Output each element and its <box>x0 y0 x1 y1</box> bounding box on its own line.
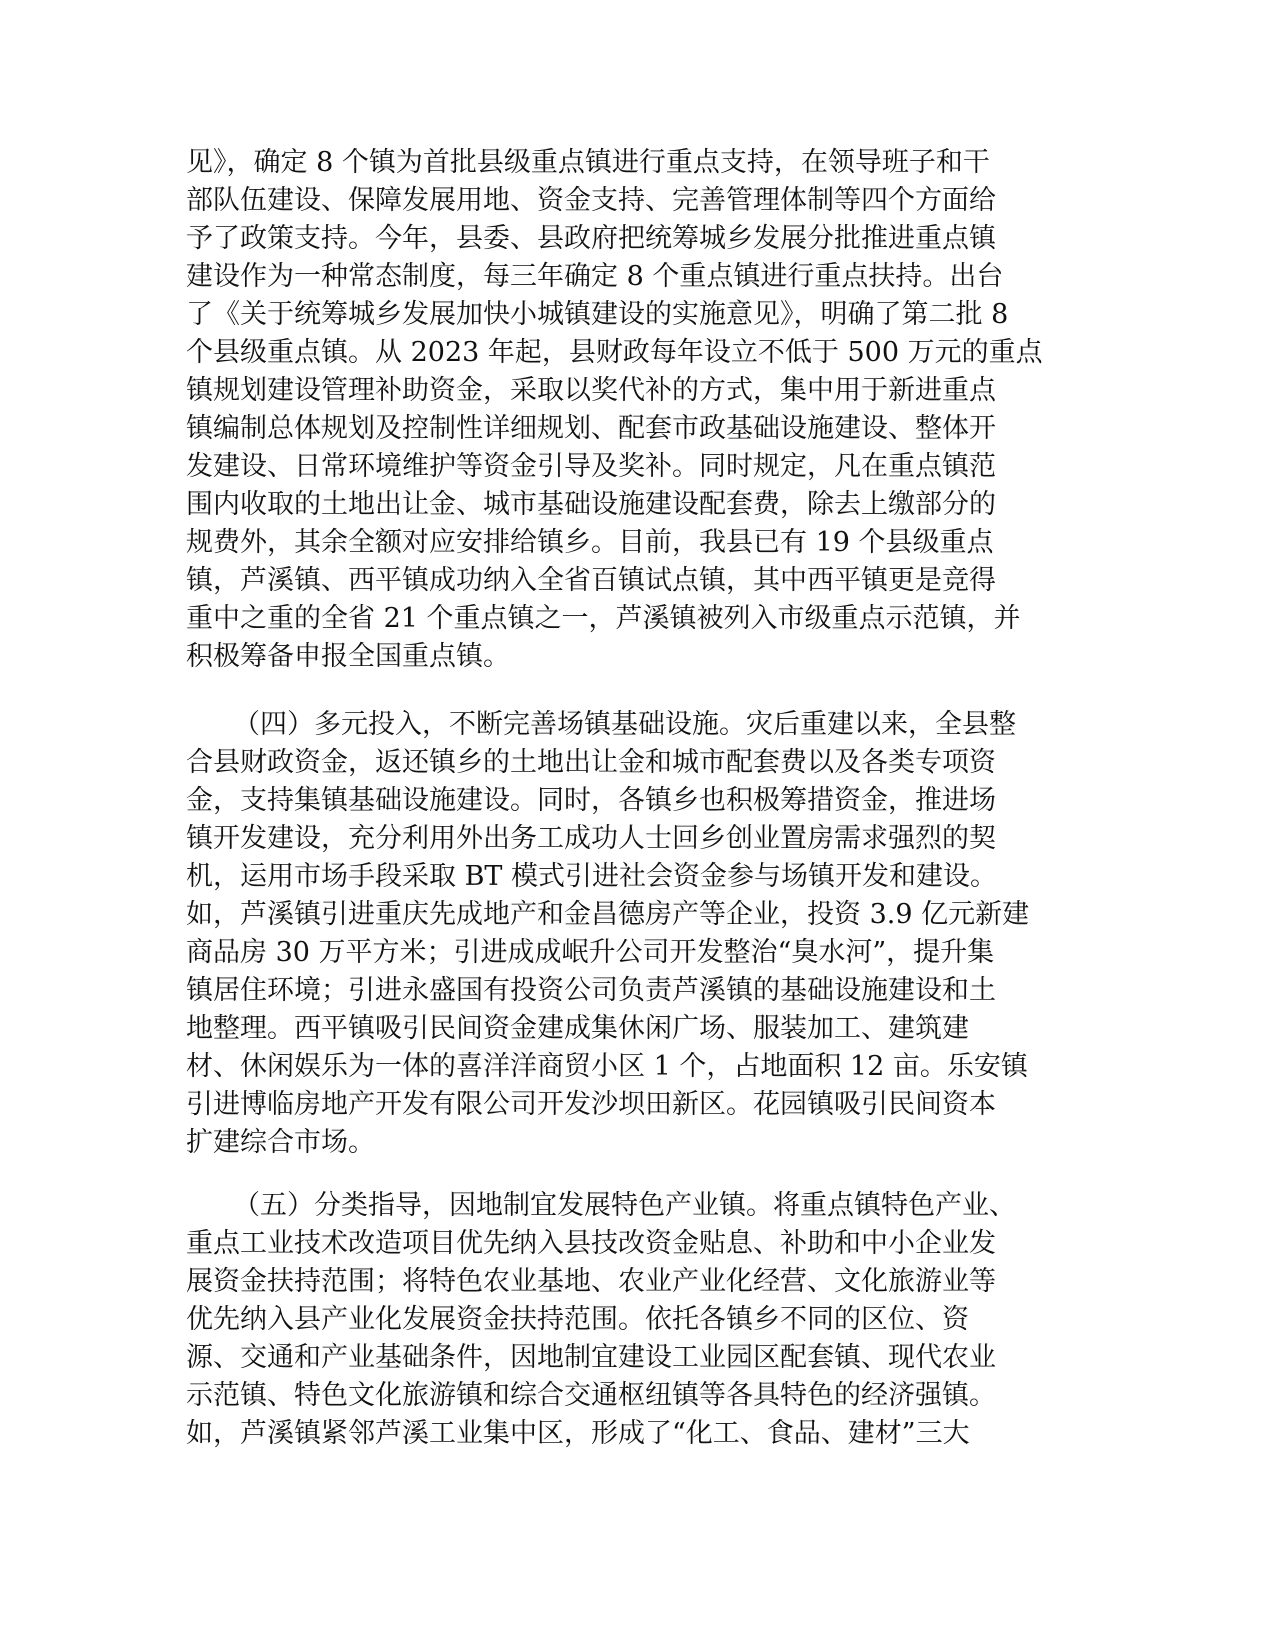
paragraph-line: 建设作为一种常态制度，每三年确定 8 个重点镇进行重点扶持。出台 <box>186 261 1004 292</box>
paragraph-line: （四）多元投入，不断完善场镇基础设施。灾后重建以来，全县整 <box>233 709 1016 740</box>
paragraph-line: 如，芦溪镇紧邻芦溪工业集中区，形成了“化工、食品、建材”三大 <box>186 1418 970 1449</box>
paragraph-line: 发建设、日常环境维护等资金引导及奖补。同时规定，凡在重点镇范 <box>186 451 996 482</box>
paragraph-line: （五）分类指导，因地制宜发展特色产业镇。将重点镇特色产业、 <box>233 1190 1016 1221</box>
paragraph-line: 镇编制总体规划及控制性详细规划、配套市政基础设施建设、整体开 <box>186 413 996 444</box>
paragraph-line: 个县级重点镇。从 2023 年起，县财政每年设立不低于 500 万元的重点 <box>186 337 1043 368</box>
paragraph-line: 扩建综合市场。 <box>186 1127 375 1158</box>
paragraph-line: 示范镇、特色文化旅游镇和综合交通枢纽镇等各具特色的经济强镇。 <box>186 1380 996 1411</box>
paragraph-line: 了《关于统筹城乡发展加快小城镇建设的实施意见》，明确了第二批 8 <box>186 299 1009 330</box>
paragraph-line: 展资金扶持范围；将特色农业基地、农业产业化经营、文化旅游业等 <box>186 1266 996 1297</box>
paragraph-line: 如，芦溪镇引进重庆先成地产和金昌德房产等企业，投资 3.9 亿元新建 <box>186 899 1030 930</box>
paragraph-line: 金，支持集镇基础设施建设。同时，各镇乡也积极筹措资金，推进场 <box>186 785 996 816</box>
paragraph-line: 镇开发建设，充分利用外出务工成功人士回乡创业置房需求强烈的契 <box>186 823 996 854</box>
paragraph-key-towns-policy <box>186 144 1106 676</box>
paragraph-line: 见》，确定 8 个镇为首批县级重点镇进行重点支持，在领导班子和干 <box>186 147 990 178</box>
paragraph-line: 重点工业技术改造项目优先纳入县技改资金贴息、补助和中小企业发 <box>186 1228 996 1259</box>
paragraph-section-four <box>186 706 1106 1162</box>
paragraph-line: 地整理。西平镇吸引民间资金建成集休闲广场、服装加工、建筑建 <box>186 1013 969 1044</box>
paragraph-line: 规费外，其余全额对应安排给镇乡。目前，我县已有 19 个县级重点 <box>186 527 994 558</box>
paragraph-line: 商品房 30 万平方米；引进成成岷升公司开发整治“臭水河”，提升集 <box>186 937 995 968</box>
paragraph-line: 合县财政资金，返还镇乡的土地出让金和城市配套费以及各类专项资 <box>186 747 996 778</box>
paragraph-line: 予了政策支持。今年，县委、县政府把统筹城乡发展分批推进重点镇 <box>186 223 996 254</box>
paragraph-section-five <box>186 1187 1106 1453</box>
paragraph-line: 镇，芦溪镇、西平镇成功纳入全省百镇试点镇，其中西平镇更是竞得 <box>186 565 996 596</box>
paragraph-line: 围内收取的土地出让金、城市基础设施建设配套费，除去上缴部分的 <box>186 489 996 520</box>
paragraph-line: 材、休闲娱乐为一体的喜洋洋商贸小区 1 个，占地面积 12 亩。乐安镇 <box>186 1051 1028 1082</box>
paragraph-line: 源、交通和产业基础条件，因地制宜建设工业园区配套镇、现代农业 <box>186 1342 996 1373</box>
paragraph-line: 镇规划建设管理补助资金，采取以奖代补的方式，集中用于新进重点 <box>186 375 996 406</box>
paragraph-line: 机，运用市场手段采取 BT 模式引进社会资金参与场镇开发和建设。 <box>186 861 998 892</box>
paragraph-line: 镇居住环境；引进永盛国有投资公司负责芦溪镇的基础设施建设和土 <box>186 975 996 1006</box>
paragraph-line: 引进博临房地产开发有限公司开发沙坝田新区。花园镇吸引民间资本 <box>186 1089 996 1120</box>
paragraph-line: 优先纳入县产业化发展资金扶持范围。依托各镇乡不同的区位、资 <box>186 1304 969 1335</box>
paragraph-line: 重中之重的全省 21 个重点镇之一，芦溪镇被列入市级重点示范镇，并 <box>186 603 1021 634</box>
paragraph-line: 积极筹备申报全国重点镇。 <box>186 641 510 672</box>
paragraph-line: 部队伍建设、保障发展用地、资金支持、完善管理体制等四个方面给 <box>186 185 996 216</box>
